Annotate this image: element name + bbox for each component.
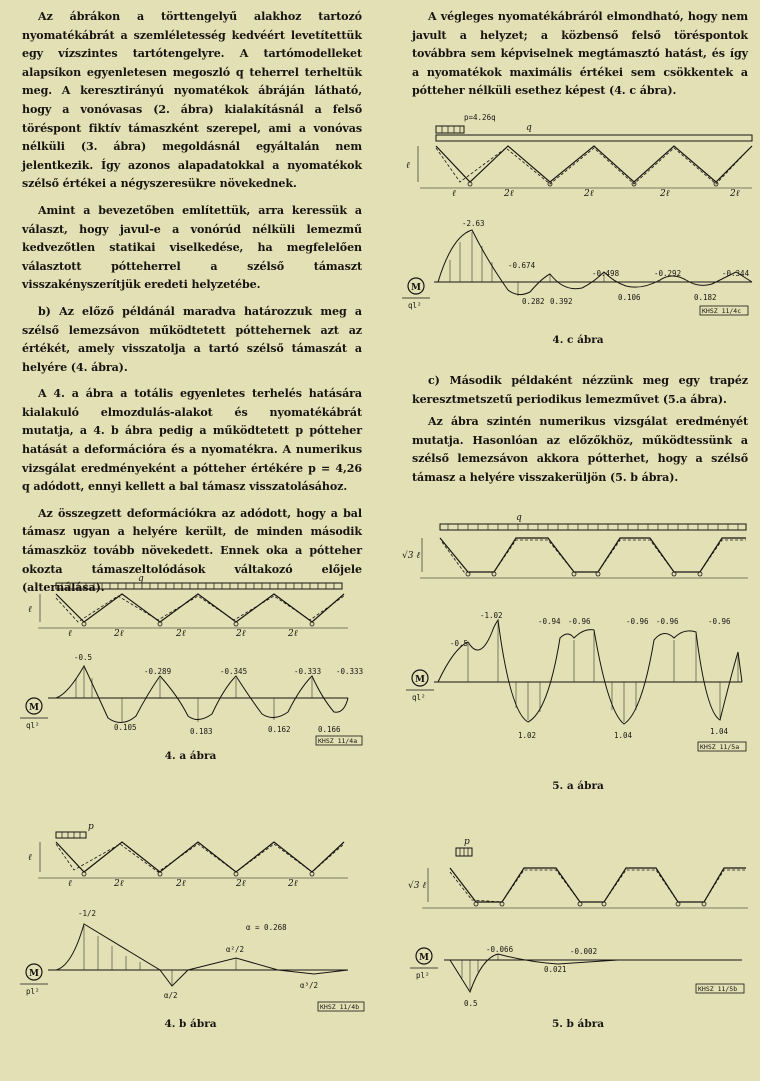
paragraph-5: Az összegzett deformációkra az adódott, hogy a bal támasz ugyan a helyére került, de minden második támaszköz tovább növekedett. Ennek oka a pótteher okozta támaszeltolódások váltakozó előjele (alternálása). <box>22 506 362 595</box>
left-column <box>22 8 362 598</box>
figure-5a-drawing <box>398 512 758 772</box>
moment-denominator: ql² <box>408 301 422 310</box>
paragraph-1: Az ábrákon a törttengelyű alakhoz tartozó nyomatékábrát a szemléletesség kedvéért levetítettük egy vízszintes tartótengelyre. A tartómodelleket alapsíkon egyenletesen megoszló q teherrel terheltük meg. A keresztirányú nyomatékok ábráján látható, hogy a vonóvasas (2. ábra) kialakításnál a felső töréspont fiktív támaszként szerepel, ami a vonóvas nélküli (3. ábra) megoldásnál egyáltalán nem jelentkezik. Így azonos alapadatokkal a nyomatékok szélső értékei a négyszeresükre növekednek. <box>22 10 362 191</box>
moment-neg-2: -0.002 <box>570 947 598 956</box>
moment-neg-4: -0.292 <box>654 269 682 278</box>
paragraph-7: c) Második példaként nézzünk meg egy trapéz keresztmetszetű periodikus lemezművet (5.a ábra). <box>412 374 748 406</box>
moment-pos-3: 0.162 <box>268 725 291 734</box>
moment-neg-3: -0.345 <box>220 667 248 676</box>
height-label: √3 ℓ <box>402 551 421 561</box>
moment-neg-5: -0.344 <box>722 269 750 278</box>
figure-tag: KHSZ 11/4b <box>320 1003 360 1011</box>
figure-caption: 4. c ábra <box>552 334 604 346</box>
moment-pos-2: 0.183 <box>190 727 213 736</box>
figure-caption: 4. b ábra <box>164 1018 217 1030</box>
height-label: ℓ <box>28 605 32 615</box>
moment-denominator: pl² <box>416 971 430 980</box>
span-label-1: ℓ <box>68 629 72 639</box>
span-label-1: ℓ <box>68 879 72 889</box>
moment-symbol: M <box>29 969 39 979</box>
span-label-4: 2ℓ <box>236 879 246 889</box>
figure-5b-drawing <box>398 837 758 1022</box>
moment-symbol: M <box>419 953 429 963</box>
figure-4b <box>18 820 363 1040</box>
span-label-1: ℓ <box>452 189 456 199</box>
load-label-q: q <box>516 513 522 523</box>
figure-tag: KHSZ 11/4a <box>318 737 358 745</box>
right-column-top <box>412 8 748 101</box>
span-label-2: 2ℓ <box>114 879 124 889</box>
load-label-q: q <box>526 123 532 133</box>
moment-neg-5: -0.96 <box>626 617 649 626</box>
span-label-5: 2ℓ <box>288 879 298 889</box>
moment-alpha2: α²/2 <box>226 945 245 954</box>
figure-tag: KHSZ 11/4c <box>702 307 742 315</box>
moment-neg-6: -0.96 <box>656 617 679 626</box>
moment-pos-2: 1.04 <box>614 731 633 740</box>
figure-4c-drawing <box>398 112 758 332</box>
height-label: ℓ <box>406 161 410 171</box>
span-label-3: 2ℓ <box>584 189 594 199</box>
moment-neg-2: -0.289 <box>144 667 172 676</box>
moment-pos-2: 0.5 <box>464 999 478 1008</box>
moment-neg-4: -0.333 <box>294 667 322 676</box>
figure-4c <box>398 112 758 352</box>
span-label-2: 2ℓ <box>504 189 514 199</box>
moment-symbol: M <box>411 283 421 293</box>
figure-caption: 5. a ábra <box>552 780 604 792</box>
moment-top: -1/2 <box>78 909 97 918</box>
load-label-p: p=4.26q <box>464 113 496 122</box>
paragraph-2: Amint a bevezetőben említettük, arra keressük a választ, hogy javul-e a vonórúd nélküli lemezmű kedvezőtlen statikai viselkedése, ha megfelelően választott pótteherrel a szélső támaszt visszakényszerítjük eredeti helyzetébe. <box>22 203 362 292</box>
load-label-q: q <box>138 574 144 584</box>
moment-denominator: ql² <box>412 693 426 702</box>
moment-neg-5: -0.333 <box>336 667 364 676</box>
moment-neg-1: -0.066 <box>486 945 514 954</box>
figure-tag: KHSZ 11/5a <box>700 743 740 751</box>
figure-caption: 5. b ábra <box>551 1018 605 1030</box>
figure-caption: 4. a ábra <box>164 750 217 762</box>
moment-neg-3: -0.94 <box>538 617 561 626</box>
moment-symbol: M <box>29 703 39 713</box>
moment-denominator: ql² <box>26 721 40 730</box>
moment-pos-3: 0.106 <box>618 293 641 302</box>
moment-pos-4: 0.166 <box>318 725 341 734</box>
paragraph-4: A 4. a ábra a totális egyenletes terhelés hatására kialakuló elmozdulás-alakot és nyomatékábrát mutatja, a 4. b ábra pedig a működtetett p pótteher hatását a deformációra és a nyomatékra. A numerikus vizsgálat eredményeként a pótteher értékére p = 4,26 q adódott, ennyi kellett a bal támasz visszatolásához. <box>22 387 362 494</box>
moment-neg-1: -0.5 <box>450 639 469 648</box>
moment-pos-1: 0.282 <box>522 297 545 306</box>
alpha-note: α = 0.268 <box>246 923 287 932</box>
load-label-p: p <box>464 837 470 847</box>
span-label-3: 2ℓ <box>176 629 186 639</box>
moment-neg-2: -1.02 <box>480 611 503 620</box>
moment-neg-1: -2.63 <box>462 219 485 228</box>
moment-symbol: M <box>415 675 425 685</box>
right-column-mid <box>412 372 748 488</box>
moment-denominator: pl² <box>26 987 40 996</box>
moment-pos-4: 0.182 <box>694 293 717 302</box>
figure-5a <box>398 512 758 802</box>
moment-alpha3: α³/2 <box>300 981 319 990</box>
moment-neg-4: -0.96 <box>568 617 591 626</box>
span-label-5: 2ℓ <box>730 189 740 199</box>
span-label-4: 2ℓ <box>660 189 670 199</box>
paragraph-6: A végleges nyomatékábráról elmondható, hogy nem javult a helyzet; a közbenső felső töréspontok továbbra sem képviselnek megtámasztó hatást, és így a nyomatékok maximális értékei sem csökkentek a pótteher nélküli esethez képest (4. c ábra). <box>412 10 748 98</box>
height-label: ℓ <box>28 853 32 863</box>
figure-4b-drawing <box>18 820 363 1020</box>
moment-pos-2: 0.392 <box>550 297 573 306</box>
load-label-p: p <box>88 822 94 832</box>
moment-neg-2: -0.674 <box>508 261 536 270</box>
span-label-2: 2ℓ <box>114 629 124 639</box>
moment-alpha: α/2 <box>164 991 178 1000</box>
figure-4a-drawing <box>18 574 364 768</box>
figure-tag: KHSZ 11/5b <box>698 985 738 993</box>
moment-pos-1: 0.021 <box>544 965 567 974</box>
moment-neg-7: -0.96 <box>708 617 731 626</box>
span-label-4: 2ℓ <box>236 629 246 639</box>
span-label-3: 2ℓ <box>176 879 186 889</box>
moment-neg-1: -0.5 <box>74 653 93 662</box>
height-label: √3 ℓ <box>408 881 427 891</box>
span-label-5: 2ℓ <box>288 629 298 639</box>
moment-pos-1: 0.105 <box>114 723 137 732</box>
figure-4a <box>18 574 364 768</box>
moment-neg-3: -0.498 <box>592 269 620 278</box>
paragraph-8: Az ábra szintén numerikus vizsgálat eredményét mutatja. Hasonlóan az előzőkhöz, működtessünk a szélső lemezsávon akkora pótterhet, hogy a szélső támasz a helyére visszakerüljön (5. b ábra). <box>412 415 748 484</box>
moment-pos-3: 1.04 <box>710 727 729 736</box>
paragraph-3: b) Az előző példánál maradva határozzuk meg a szélső lemezsávon működtetett póttehernek azt az értékét, amely visszatolja a tartó szélső támaszát a helyére (4. ábra). <box>22 304 362 374</box>
moment-pos-1: 1.02 <box>518 731 537 740</box>
figure-5b <box>398 837 758 1042</box>
